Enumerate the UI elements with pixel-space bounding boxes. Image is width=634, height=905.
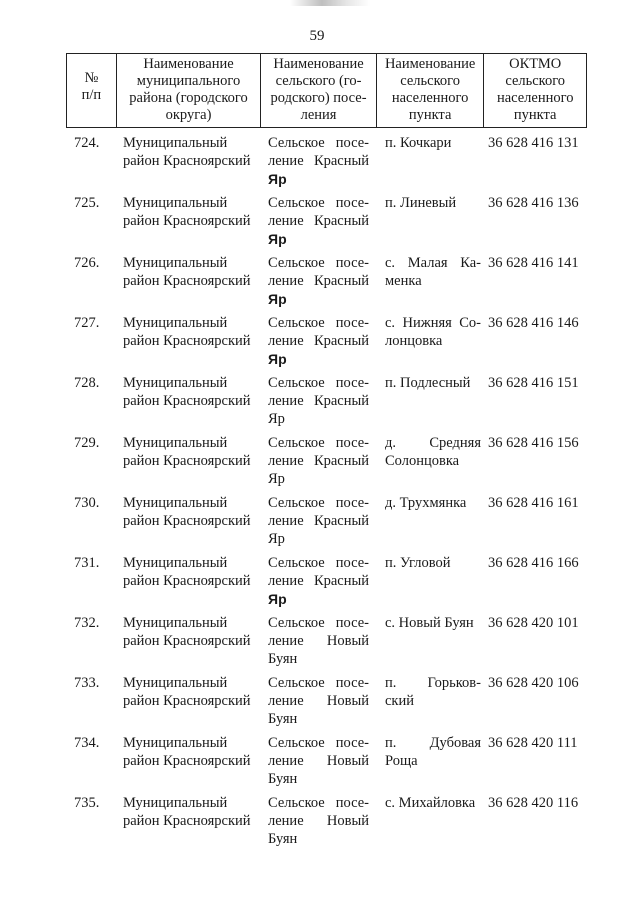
settlement-word: посе- (335, 195, 369, 211)
settlement-word: посе- (335, 255, 369, 271)
district-cell (116, 310, 261, 370)
settlement-line (268, 314, 369, 332)
settlement-word: ление (268, 453, 304, 469)
district-line: район Красноярский (123, 153, 251, 169)
settlement-word: посе- (335, 735, 369, 751)
district-cell (116, 370, 261, 430)
oktmo-code: 36 628 416 166 (488, 555, 579, 571)
table-row (66, 730, 587, 790)
table-row (66, 430, 587, 490)
district-line: район Красноярский (123, 573, 251, 589)
settlement-line (268, 392, 369, 410)
header-number (67, 54, 117, 127)
district-line: район Красноярский (123, 213, 251, 229)
table-row (66, 550, 587, 610)
locality-line (385, 314, 481, 332)
settlement-word: ление (268, 633, 304, 649)
settlement-word: Сельское (268, 195, 325, 211)
table-row (66, 610, 587, 670)
header-district (117, 54, 261, 127)
settlement-line (268, 452, 369, 470)
row-number: 731. (74, 555, 100, 571)
settlement-word: посе- (335, 135, 369, 151)
settlement-last-word: Яр (268, 411, 285, 427)
district-line: Муниципальный (123, 375, 228, 391)
settlement-last-word: Яр (268, 471, 285, 487)
settlement-word: ление (268, 333, 304, 349)
settlement-line (268, 254, 369, 272)
table-row (66, 130, 587, 190)
table-row (66, 790, 587, 850)
settlement-cell (261, 130, 377, 190)
settlement-line (268, 212, 369, 230)
header-oktmo-text: ОКТМО сельского населенного пункта (496, 56, 574, 123)
settlement-word: ление (268, 513, 304, 529)
district-line: Муниципальный (123, 615, 228, 631)
settlement-line (268, 332, 369, 350)
header-number-text: № п/п (81, 70, 102, 103)
oktmo-code: 36 628 416 131 (488, 135, 579, 151)
district-line: район Красноярский (123, 753, 251, 769)
settlement-word: Красный (313, 273, 369, 289)
settlement-word: Новый (326, 753, 369, 769)
header-district-text: Наименование муниципального района (городского округа) (129, 56, 248, 123)
settlement-word: Красный (313, 513, 369, 529)
locality-line (385, 434, 481, 452)
settlement-line (268, 554, 369, 572)
settlement-line (268, 434, 369, 452)
row-number: 726. (74, 255, 100, 271)
settlement-line (268, 152, 369, 170)
settlement-last-word: Яр (268, 591, 287, 607)
settlement-last-word: Яр (268, 291, 287, 307)
scan-artifact (290, 0, 370, 6)
settlement-word: Красный (313, 153, 369, 169)
table-header (66, 53, 587, 128)
district-line: Муниципальный (123, 675, 228, 691)
locality-line (385, 794, 481, 812)
locality-word: с. Новый Буян (385, 615, 474, 631)
settlement-cell (261, 310, 377, 370)
row-number: 729. (74, 435, 100, 451)
district-cell (116, 610, 261, 670)
district-line: Муниципальный (123, 135, 228, 151)
locality-word: Малая (407, 255, 448, 271)
settlement-word: Красный (313, 573, 369, 589)
locality-cell (377, 490, 485, 550)
oktmo-code: 36 628 416 141 (488, 255, 579, 271)
locality-line (385, 752, 481, 770)
settlement-word: ление (268, 273, 304, 289)
locality-line (385, 554, 481, 572)
settlement-word: Сельское (268, 735, 325, 751)
locality-word: д. Трухмянка (385, 495, 467, 511)
oktmo-code: 36 628 416 156 (488, 435, 579, 451)
district-cell (116, 130, 261, 190)
locality-word: п. Линевый (385, 195, 457, 211)
district-line: район Красноярский (123, 333, 251, 349)
locality-word: Дубовая (429, 735, 481, 751)
locality-line (385, 674, 481, 692)
locality-cell (377, 550, 485, 610)
locality-cell (377, 670, 485, 730)
settlement-cell (261, 370, 377, 430)
locality-line (385, 374, 481, 392)
settlement-cell (261, 190, 377, 250)
locality-cell (377, 430, 485, 490)
oktmo-code: 36 628 416 161 (488, 495, 579, 511)
locality-cell (377, 310, 485, 370)
settlement-word: Сельское (268, 135, 325, 151)
locality-word: д. (385, 435, 397, 451)
locality-word: Нижняя (402, 315, 452, 331)
oktmo-code: 36 628 416 151 (488, 375, 579, 391)
row-number: 735. (74, 795, 100, 811)
locality-line (385, 272, 481, 290)
district-cell (116, 250, 261, 310)
locality-line (385, 734, 481, 752)
locality-cell (377, 130, 485, 190)
settlement-line (268, 272, 369, 290)
settlement-last-word: Яр (268, 351, 287, 367)
settlement-word: посе- (335, 615, 369, 631)
locality-word: п. Угловой (385, 555, 451, 571)
district-cell (116, 670, 261, 730)
locality-line (385, 614, 481, 632)
district-line: Муниципальный (123, 315, 228, 331)
header-settlement-text: Наименование сельского (го- родского) посе- ления (270, 56, 367, 123)
settlement-word: Сельское (268, 495, 325, 511)
district-line: Муниципальный (123, 795, 228, 811)
settlement-word: посе- (335, 315, 369, 331)
settlement-word: Сельское (268, 675, 325, 691)
locality-word: Со- (459, 315, 481, 331)
row-number: 725. (74, 195, 100, 211)
row-number: 727. (74, 315, 100, 331)
settlement-word: посе- (335, 435, 369, 451)
settlement-word: Новый (326, 813, 369, 829)
settlement-word: ление (268, 753, 304, 769)
district-line: Муниципальный (123, 495, 228, 511)
settlement-word: посе- (335, 375, 369, 391)
oktmo-code: 36 628 420 111 (488, 735, 578, 751)
settlement-word: Красный (313, 213, 369, 229)
locality-word: лонцовка (385, 333, 443, 349)
oktmo-code: 36 628 420 116 (488, 795, 579, 811)
locality-line (385, 332, 481, 350)
settlement-last-word: Яр (268, 171, 287, 187)
settlement-cell (261, 730, 377, 790)
locality-cell (377, 610, 485, 670)
settlement-cell (261, 550, 377, 610)
locality-word: Средняя (429, 435, 481, 451)
locality-line (385, 254, 481, 272)
settlement-word: Новый (326, 633, 369, 649)
settlement-line (268, 512, 369, 530)
settlement-line (268, 794, 369, 812)
settlement-last-word: Яр (268, 231, 287, 247)
settlement-last-word: Буян (268, 771, 298, 787)
locality-word: с. (385, 255, 396, 271)
settlement-line (268, 572, 369, 590)
locality-word: Солонцовка (385, 453, 460, 469)
settlement-word: Сельское (268, 615, 325, 631)
district-line: район Красноярский (123, 693, 251, 709)
settlement-line (268, 632, 369, 650)
settlement-word: посе- (335, 495, 369, 511)
page-number: 59 (309, 28, 325, 44)
settlement-word: ление (268, 213, 304, 229)
table-row (66, 190, 587, 250)
district-line: Муниципальный (123, 255, 228, 271)
settlement-word: Сельское (268, 435, 325, 451)
district-cell (116, 790, 261, 850)
table-row (66, 670, 587, 730)
locality-word: Ка- (460, 255, 481, 271)
district-line: район Красноярский (123, 393, 251, 409)
settlement-word: ление (268, 813, 304, 829)
settlement-line (268, 692, 369, 710)
district-line: район Красноярский (123, 513, 251, 529)
row-number: 730. (74, 495, 100, 511)
locality-line (385, 452, 481, 470)
locality-word: с. Михайловка (385, 795, 476, 811)
district-line: район Красноярский (123, 273, 251, 289)
row-number: 733. (74, 675, 100, 691)
locality-cell (377, 370, 485, 430)
locality-line (385, 692, 481, 710)
header-locality (377, 54, 485, 127)
settlement-word: посе- (335, 795, 369, 811)
district-line: Муниципальный (123, 435, 228, 451)
row-number: 724. (74, 135, 100, 151)
district-line: район Красноярский (123, 633, 251, 649)
oktmo-code: 36 628 416 146 (488, 315, 579, 331)
locality-word: Горьков- (427, 675, 481, 691)
settlement-cell (261, 790, 377, 850)
settlement-cell (261, 670, 377, 730)
settlement-line (268, 134, 369, 152)
settlement-word: ление (268, 153, 304, 169)
district-line: Муниципальный (123, 195, 228, 211)
header-oktmo (484, 54, 586, 127)
locality-line (385, 494, 481, 512)
settlement-last-word: Буян (268, 651, 298, 667)
row-number: 732. (74, 615, 100, 631)
settlement-word: посе- (335, 675, 369, 691)
district-line: Муниципальный (123, 735, 228, 751)
locality-word: ский (385, 693, 414, 709)
district-line: район Красноярский (123, 453, 251, 469)
locality-word: менка (385, 273, 422, 289)
settlement-word: Красный (313, 333, 369, 349)
settlement-cell (261, 610, 377, 670)
locality-word: п. (385, 735, 397, 751)
district-cell (116, 490, 261, 550)
table-row (66, 310, 587, 370)
settlement-last-word: Яр (268, 531, 285, 547)
oktmo-code: 36 628 416 136 (488, 195, 579, 211)
table-row (66, 490, 587, 550)
settlement-word: Сельское (268, 375, 325, 391)
settlement-cell (261, 250, 377, 310)
settlement-cell (261, 490, 377, 550)
table-body (66, 130, 587, 850)
locality-cell (377, 730, 485, 790)
locality-word: с. (385, 315, 396, 331)
settlement-word: Сельское (268, 255, 325, 271)
settlement-word: ление (268, 393, 304, 409)
locality-word: п. (385, 675, 397, 691)
locality-word: Роща (385, 753, 418, 769)
row-number: 728. (74, 375, 100, 391)
settlement-line (268, 734, 369, 752)
locality-cell (377, 790, 485, 850)
locality-line (385, 194, 481, 212)
settlement-line (268, 812, 369, 830)
settlement-word: Сельское (268, 555, 325, 571)
settlement-cell (261, 430, 377, 490)
settlement-line (268, 494, 369, 512)
settlement-word: ление (268, 693, 304, 709)
locality-line (385, 134, 481, 152)
district-line: район Красноярский (123, 813, 251, 829)
settlement-line (268, 614, 369, 632)
settlement-line (268, 194, 369, 212)
district-cell (116, 190, 261, 250)
settlement-word: ление (268, 573, 304, 589)
locality-word: п. Кочкари (385, 135, 452, 151)
settlement-word: Красный (313, 393, 369, 409)
table-row (66, 250, 587, 310)
settlement-last-word: Буян (268, 831, 298, 847)
table-row (66, 370, 587, 430)
settlement-word: посе- (335, 555, 369, 571)
locality-cell (377, 190, 485, 250)
district-cell (116, 550, 261, 610)
header-settlement (261, 54, 377, 127)
settlement-line (268, 674, 369, 692)
locality-cell (377, 250, 485, 310)
settlement-line (268, 374, 369, 392)
locality-word: п. Подлесный (385, 375, 471, 391)
oktmo-code: 36 628 420 106 (488, 675, 579, 691)
district-cell (116, 730, 261, 790)
oktmo-code: 36 628 420 101 (488, 615, 579, 631)
settlement-last-word: Буян (268, 711, 298, 727)
settlement-word: Новый (326, 693, 369, 709)
district-line: Муниципальный (123, 555, 228, 571)
settlement-line (268, 752, 369, 770)
district-cell (116, 430, 261, 490)
row-number: 734. (74, 735, 100, 751)
settlement-word: Сельское (268, 795, 325, 811)
header-locality-text: Наименование сельского населенного пункта (384, 56, 476, 123)
settlement-word: Сельское (268, 315, 325, 331)
settlement-word: Красный (313, 453, 369, 469)
